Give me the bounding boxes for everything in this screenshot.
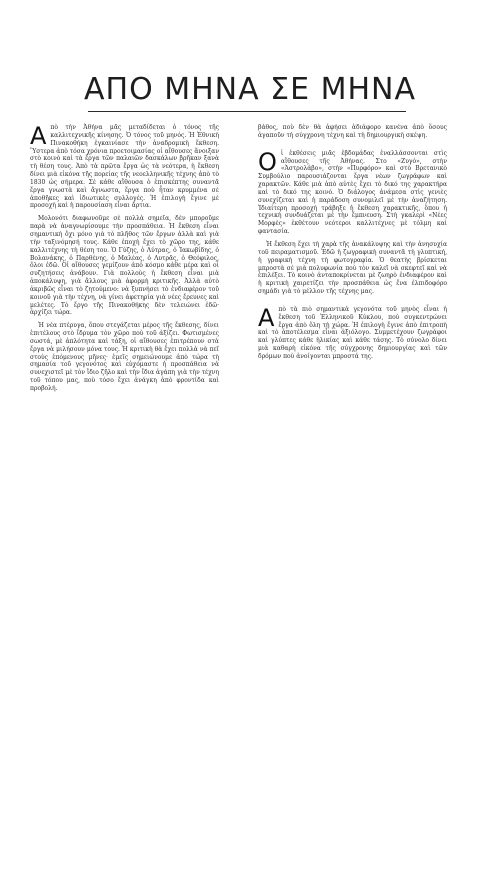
paragraph-text: ἱ ἐκθέσεις μιᾶς ἑβδομάδας ἐναλλάσσονται στὶς αἴθουσες τῆς Ἀθήνας. Στο «Ζυγό», στὴν «Ἀστρολάβο», στὴν «Πυρφόρο» καὶ στὸ Βρετανικὸ Συμβούλιο παρουσιάζονται ἔργα νέων ζωγράφων καὶ χαρακτῶν. Κάθε μιὰ ἀπὸ αὐτὲς ἔχει τὸ δικό της χαρακτήρα καὶ τὸ δικό της κοινό. Ὁ διάλογος ἀνάμεσα στὶς γενιὲς συνεχίζεται καὶ ἡ παράδοση συνομιλεῖ μὲ τὴν ἀναζήτηση. Ἰδιαίτερη προσοχὴ τράβηξε ἡ ἔκθεση χαρακτικῆς, ὅπου ἡ τεχνικὴ συνδυάζεται μὲ τὴν ἔμπνευση. Στὴ γκαλερὶ «Νέες Μορφὲς» ἐκθέτουν νεότεροι καλλιτέχνες μὲ τόλμη καὶ φαντασία. (258, 149, 447, 236)
paragraph-text: Ἡ ἔκθεση ἔχει τὴ χαρὰ τῆς ἀνακάλυψης καὶ τὴν ἀνησυχία τοῦ πειραματισμοῦ. Ἐδῶ ἡ ζωγραφικὴ συναντᾶ τὴ γλυπτική, ἡ γραφικὴ τέχνη τὴ φωτογραφία. Ὁ θεατὴς βρίσκεται μπροστὰ σὲ μιὰ πολυφωνία ποὺ τὸν καλεῖ νὰ σκεφτεῖ καὶ νὰ ἐπιλέξει. Τὸ κοινὸ ἀνταποκρίνεται μὲ ζωηρὸ ἐνδιαφέρον καὶ ἡ κριτικὴ χαιρετίζει τὴν προσπάθεια ὡς ἕνα ἐλπιδοφόρο σημάδι γιὰ τὸ μέλλον τῆς τέχνης μας. (258, 240, 447, 296)
paragraph-text: Μολονότι διαφωνοῦμε σὲ πολλὰ σημεῖα, δὲν μποροῦμε παρὰ νὰ ἀναγνωρίσουμε τὴν προσπάθεια. Ἡ ἔκθεση εἶναι σημαντικὴ ὄχι μόνο γιὰ τὸ πλῆθος τῶν ἔργων ἀλλὰ καὶ γιὰ τὴν ταξινόμησή τους. Κάθε ἐποχὴ ἔχει τὸ χῶρο της, κάθε καλλιτέχνης τὴ θέση του. Ὁ Γύζης, ὁ Λύτρας, ὁ Ἰακωβίδης, ὁ Βολανάκης, ὁ Παρθένης, ὁ Μαλέας, ὁ Λυτρᾶς, ὁ Θεόφιλος, ὅλοι ἐδῶ. Οἱ αἴθουσες γεμίζουν ἀπὸ κόσμο κάθε μέρα καὶ οἱ συζητήσεις ἀνάβουν. Γιὰ πολλοὺς ἡ ἔκθεση εἶναι μιὰ ἀποκάλυψη, γιὰ ἄλλους μιὰ ἀφορμὴ κριτικῆς. Ἀλλὰ αὐτὸ ἀκριβῶς εἶναι τὸ ζητούμενο: νὰ ξυπνήσει τὸ ἐνδιαφέρον τοῦ κοινοῦ γιὰ τὴν τέχνη, νὰ γίνει ἀφετηρία γιὰ νέες ἔρευνες καὶ μελέτες. Τὸ ἔργο τῆς Πινακοθήκης δὲν τελειώνει ἐδῶ· ἀρχίζει τώρα. (30, 215, 219, 317)
paragraph (30, 322, 219, 393)
drop-cap: Α (258, 303, 275, 332)
paragraph (258, 303, 447, 361)
paragraph (30, 215, 219, 317)
left-column (30, 124, 219, 829)
paragraph (30, 124, 219, 210)
page-title: ΑΠΟ ΜΗΝΑ ΣΕ ΜΗΝΑ (83, 72, 417, 107)
drop-cap: Α (30, 122, 47, 150)
paragraph-text: Ἡ νέα πτέρυγα, ὅπου στεγάζεται μέρος τῆς ἔκθεσης, δίνει ἐπιτέλους στὸ ἵδρυμα τὸν χῶρο ποὺ τοῦ ἀξίζει. Φωτισμένες σωστά, μὲ ἁπλότητα καὶ τάξη, οἱ αἴθουσες ἐπιτρέπουν στὰ ἔργα νὰ μιλήσουν μόνα τους. Ἡ κριτικὴ θὰ ἔχει πολλὰ νὰ πεῖ στοὺς ἑπόμενους μῆνες· ἐμεῖς σημειώνουμε ἀπὸ τώρα τὴ σημασία τοῦ γεγονότος καὶ εὐχόμαστε ἡ προσπάθεια νὰ συνεχιστεῖ μὲ τὸν ἴδιο ζῆλο καὶ τὴν ἴδια ἀγάπη γιὰ τὴν τέχνη τοῦ τόπου μας, ποὺ τόσο ἔχει ἀνάγκη ἀπὸ φροντίδα καὶ προβολή. (30, 322, 219, 392)
drop-cap: Ο (258, 147, 277, 176)
paragraph-text: βάθος, ποὺ δὲν θὰ ἀφήσει ἀδιάφορο κανένα ἀπὸ ὅσους ἀγαποῦν τὴ σύγχρονη τέχνη καὶ τὴ δημιουργικὴ σκέψη. (258, 124, 447, 139)
paragraph (258, 241, 447, 296)
paragraph-text: πὸ τὰ πιὸ σημαντικὰ γεγονότα τοῦ μηνὸς εἶναι ἡ ἔκθεση τοῦ Ἑλληνικοῦ Κύκλου, ποὺ συγκεντρώνει ἔργα ἀπὸ ὅλη τὴ χώρα. Ἡ ἐπιλογὴ ἔγινε ἀπὸ ἐπιτροπὴ καὶ τὸ ἀποτέλεσμα εἶναι ἀξιόλογο. Συμμετέχουν ζωγράφοι καὶ γλύπτες κάθε ἡλικίας καὶ κάθε τάσης. Τὸ σύνολο δίνει μιὰ καθαρὴ εἰκόνα τῆς σύγχρονης δημιουργίας καὶ τῶν δρόμων ποὺ ἀνοίγονται μπροστά της. (258, 305, 447, 360)
paragraph-text: πὸ τὴν Ἀθήνα μᾶς μεταδίδεται ὁ τόνος τῆς καλλιτεχνικῆς κίνησης. Ὁ τόνος τοῦ μηνός. Ἡ Ἐθνικὴ Πινακοθήκη ἐγκαινίασε τὴν ἀναδρομικὴ ἔκθεση. Ὕστερα ἀπὸ τόσα χρόνια προετοιμασίας οἱ αἴθουσες ἄνοιξαν στὸ κοινὸ καὶ τὰ ἔργα τῶν παλαιῶν δασκάλων βρῆκαν ξανὰ τὴ θέση τους. Ἀπὸ τὰ πρῶτα ἔργα ὡς τὰ νεότερα, ἡ ἔκθεση δίνει μιὰ εἰκόνα τῆς πορείας τῆς νεοελληνικῆς τέχνης ἀπὸ τὸ 1830 ὡς σήμερα. Σὲ κάθε αἴθουσα ὁ ἐπισκέπτης συναντᾶ ἔργα γνωστὰ καὶ ἄγνωστα, ἔργα ποὺ ἦταν κρυμμένα σὲ ἀποθῆκες καὶ ἰδιωτικὲς συλλογές. Ἡ ἐπιλογὴ ἔγινε μὲ προσοχὴ καὶ ἡ παρουσίαση εἶναι ἄρτια. (30, 124, 219, 210)
title-rule (88, 111, 406, 112)
paragraph (258, 147, 447, 236)
paragraph (258, 124, 447, 140)
right-column (258, 124, 447, 829)
